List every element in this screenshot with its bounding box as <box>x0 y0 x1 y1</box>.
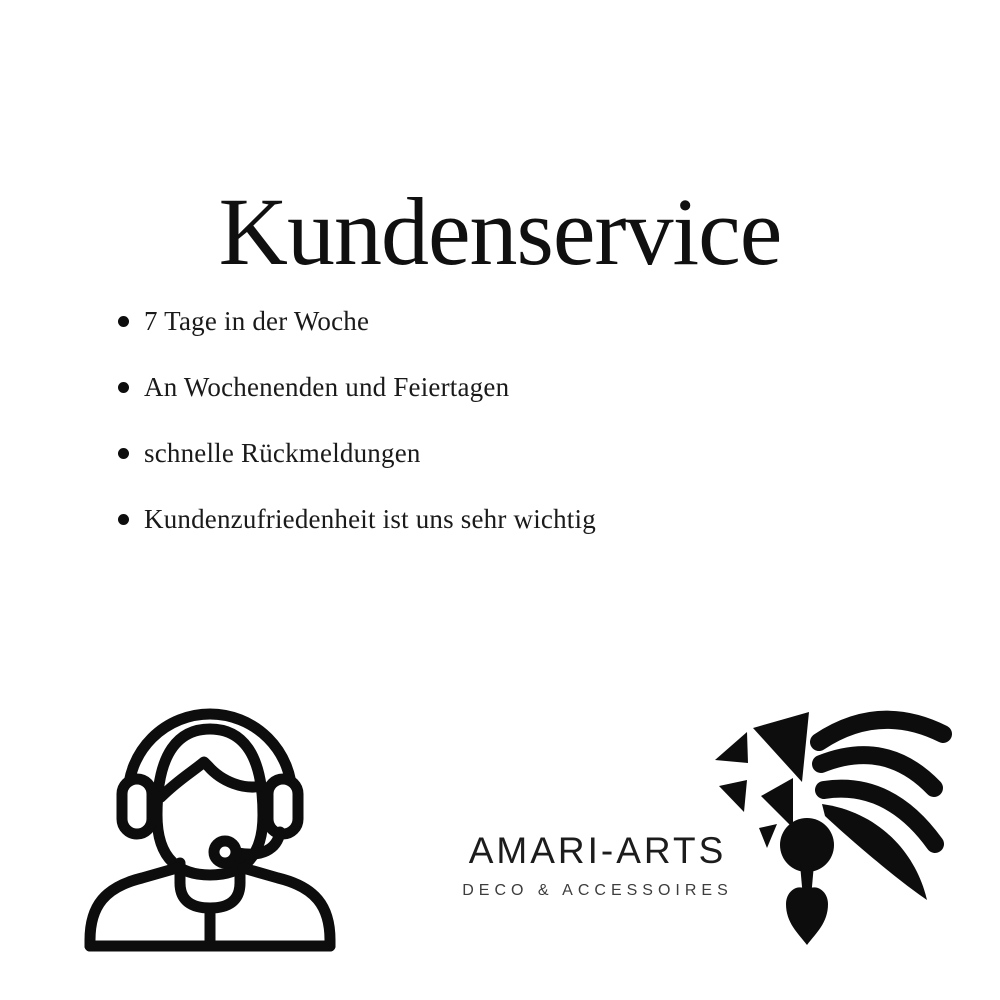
bullet-dot-icon <box>118 382 129 393</box>
pendant-bead <box>780 818 834 872</box>
feather-stroke <box>819 720 943 742</box>
headset-support-agent-icon <box>80 700 340 960</box>
list-item <box>118 420 596 486</box>
right-earcup <box>268 779 298 834</box>
bullet-dot-icon <box>118 316 129 327</box>
brand-name: AMARI-ARTS <box>468 830 727 871</box>
list-item <box>118 486 596 552</box>
service-bullet-list <box>118 288 596 552</box>
hair-line <box>161 762 262 797</box>
left-earcup <box>122 779 152 834</box>
mosaic-triangle <box>761 778 793 828</box>
bullet-text: schnelle Rückmeldungen <box>144 437 421 468</box>
bullet-dot-icon <box>118 448 129 459</box>
mosaic-triangle <box>759 824 777 848</box>
bullet-dot-icon <box>118 514 129 525</box>
native-headdress-logo-icon <box>703 700 953 950</box>
page-title: Kundenservice <box>218 178 782 286</box>
bullet-text: 7 Tage in der Woche <box>144 305 370 336</box>
list-item <box>118 354 596 420</box>
mosaic-triangle <box>715 732 748 763</box>
mosaic-triangle <box>753 712 809 782</box>
mic-tip <box>214 841 236 863</box>
brand-tagline: DECO & ACCESSOIRES <box>462 882 733 899</box>
bullet-text: Kundenzufriedenheit ist uns sehr wichtig <box>144 503 596 534</box>
bullet-text: An Wochenenden und Feiertagen <box>144 371 510 402</box>
mosaic-triangle <box>719 780 747 812</box>
list-item <box>118 288 596 354</box>
right-shoulder <box>243 868 330 946</box>
pendant-spearhead <box>786 887 828 945</box>
left-shoulder <box>90 868 177 946</box>
